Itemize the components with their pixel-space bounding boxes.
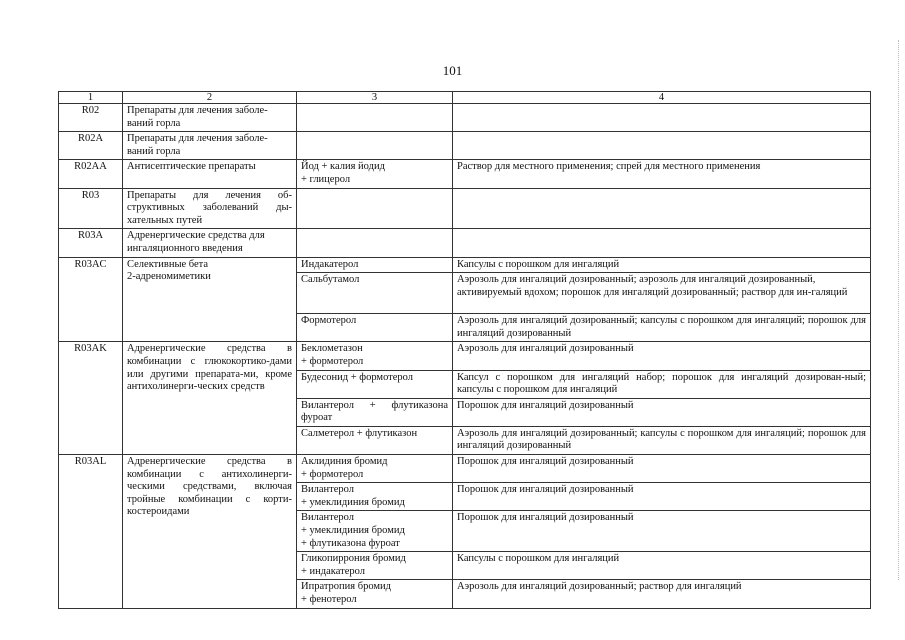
atc-code: R02 bbox=[59, 104, 123, 132]
drug-name: Формотерол bbox=[297, 314, 453, 342]
table-row bbox=[59, 104, 871, 132]
atc-code: R03 bbox=[59, 188, 123, 229]
drug-name: Салметерол + флутиказон bbox=[297, 426, 453, 454]
drug-name: Индакатерол bbox=[297, 257, 453, 273]
dosage-forms: Порошок для ингаляций дозированный bbox=[453, 455, 871, 483]
group-name: Адренергические средства в комбинации с антихолинерги-ческими средствами, включая тройные комбинации с корти-костероидами bbox=[123, 455, 297, 609]
table-row bbox=[59, 342, 871, 370]
dosage-forms bbox=[453, 104, 871, 132]
group-name: Селективные бета 2-адреномиметики bbox=[123, 257, 297, 342]
drug-name: Аклидиния бромид + формотерол bbox=[297, 455, 453, 483]
dosage-forms: Аэрозоль для ингаляций дозированный; аэрозоль для ингаляций дозированный, активируемый вдохом; порошок для ингаляций дозированный; раствор для ин-галяций bbox=[453, 273, 871, 314]
drug-name: Беклометазон + формотерол bbox=[297, 342, 453, 370]
dosage-forms: Капсулы с порошком для ингаляций bbox=[453, 552, 871, 580]
drug-name bbox=[297, 132, 453, 160]
drug-name bbox=[297, 229, 453, 257]
group-name: Препараты для лечения об-структивных заболеваний ды-хательных путей bbox=[123, 188, 297, 229]
dosage-forms: Аэрозоль для ингаляций дозированный; капсулы с порошком для ингаляций; порошок для ингаляций дозированный bbox=[453, 314, 871, 342]
drug-name: Будесонид + формотерол bbox=[297, 370, 453, 398]
group-name: Препараты для лечения заболе-ваний горла bbox=[123, 132, 297, 160]
table-row bbox=[59, 188, 871, 229]
atc-code: R02AA bbox=[59, 160, 123, 188]
page-number: 101 bbox=[442, 63, 463, 78]
drug-name: Сальбутамол bbox=[297, 273, 453, 314]
table-row bbox=[59, 229, 871, 257]
dosage-forms bbox=[453, 132, 871, 160]
group-name: Препараты для лечения заболе-ваний горла bbox=[123, 104, 297, 132]
dosage-forms: Капсул с порошком для ингаляций набор; порошок для ингаляций дозирован-ный; капсулы с порошком для ингаляций bbox=[453, 370, 871, 398]
dosage-forms: Раствор для местного применения; спрей для местного применения bbox=[453, 160, 871, 188]
dosage-forms bbox=[453, 188, 871, 229]
column-header: 1 bbox=[59, 92, 123, 104]
drug-name bbox=[297, 104, 453, 132]
table-row bbox=[59, 132, 871, 160]
table-header-row bbox=[59, 92, 871, 104]
dosage-forms bbox=[453, 229, 871, 257]
dosage-forms: Аэрозоль для ингаляций дозированный bbox=[453, 342, 871, 370]
drug-name: Ипратропия бромид + фенотерол bbox=[297, 580, 453, 608]
atc-code: R03AC bbox=[59, 257, 123, 342]
dosage-forms: Капсулы с порошком для ингаляций bbox=[453, 257, 871, 273]
drug-name: Гликопиррония бромид + индакатерол bbox=[297, 552, 453, 580]
table-row bbox=[59, 455, 871, 483]
atc-code: R03A bbox=[59, 229, 123, 257]
dosage-forms: Аэрозоль для ингаляций дозированный; капсулы с порошком для ингаляций; порошок для ингаляций дозированный bbox=[453, 426, 871, 454]
atc-code: R03AK bbox=[59, 342, 123, 455]
drug-table bbox=[58, 91, 871, 609]
scan-edge-mark bbox=[895, 40, 899, 580]
dosage-forms: Порошок для ингаляций дозированный bbox=[453, 398, 871, 426]
column-header: 4 bbox=[453, 92, 871, 104]
drug-name bbox=[297, 188, 453, 229]
column-header: 3 bbox=[297, 92, 453, 104]
drug-name: Йод + калия йодид + глицерол bbox=[297, 160, 453, 188]
atc-code: R02A bbox=[59, 132, 123, 160]
table-row bbox=[59, 257, 871, 273]
dosage-forms: Порошок для ингаляций дозированный bbox=[453, 483, 871, 511]
atc-code: R03AL bbox=[59, 455, 123, 609]
drug-name: Вилантерол + флутиказона фуроат bbox=[297, 398, 453, 426]
group-name: Адренергические средства в комбинации с глюкокортико-дами или другими препарата-ми, кроме антихолинерги-ческих средств bbox=[123, 342, 297, 455]
table-row bbox=[59, 160, 871, 188]
group-name: Антисептические препараты bbox=[123, 160, 297, 188]
dosage-forms: Аэрозоль для ингаляций дозированный; раствор для ингаляций bbox=[453, 580, 871, 608]
column-header: 2 bbox=[123, 92, 297, 104]
drug-name: Вилантерол + умеклидиния бромид bbox=[297, 483, 453, 511]
group-name: Адренергические средства для ингаляционного введения bbox=[123, 229, 297, 257]
dosage-forms: Порошок для ингаляций дозированный bbox=[453, 511, 871, 552]
drug-name: Вилантерол + умеклидиния бромид + флутиказона фуроат bbox=[297, 511, 453, 552]
